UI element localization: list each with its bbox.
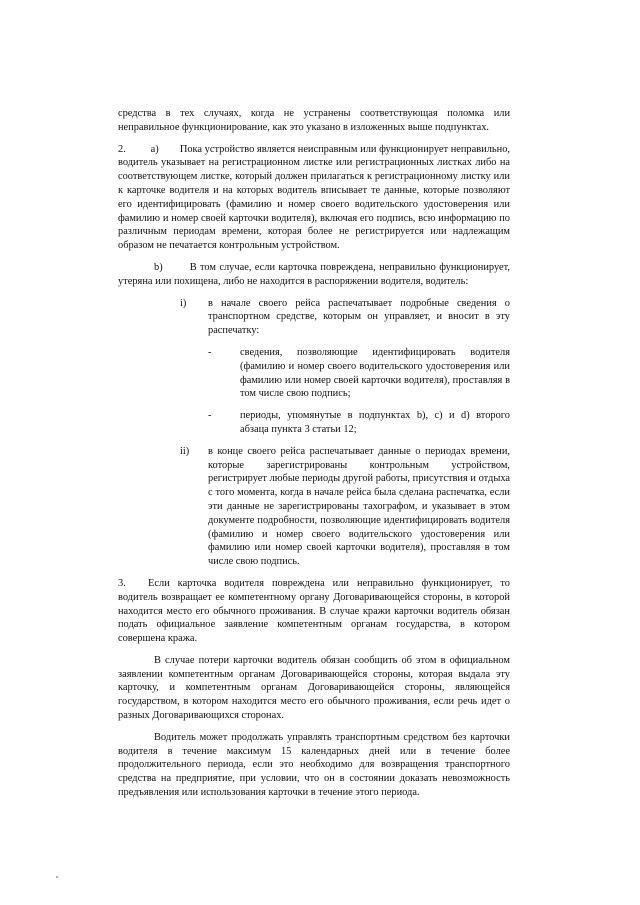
paragraph-3-text: Если карточка водителя повреждена или неправильно функционирует, то водитель возвращает ее компетентному органу Договаривающейся стороны, в которой находится место его обычного проживания. В случае кражи карточки водитель обязан подать официальное заявление компетентным органам государства, в котором совершена кража. [118,577,510,645]
paragraph-number: 2. [118,143,126,155]
dash-item-1 [208,346,510,401]
paragraph-label: b) [154,261,163,273]
paragraph-2b [118,261,510,289]
scan-speck [56,876,58,878]
paragraph-5: Водитель может продолжать управлять транспортным средством без карточки водителя в течение максимум 15 календарных дней или в течение более продолжительного периода, если это необходимо для возвращения транспортного средства на предприятие, при условии, что он в состоянии доказать невозможность предъявления или использования карточки в течение этого периода. [118,731,510,799]
list-item-ii [180,445,510,569]
paragraph-2b-text: В том случае, если карточка повреждена, неправильно функционирует, утеряна или похищена, либо не находится в распоряжении водителя, водитель: [118,261,510,287]
paragraph-label: a) [150,143,159,155]
dash-item-text: периоды, упомянутые в подпунктах b), c) и d) второго абзаца пункта 3 статьи 12; [240,410,510,435]
dash-mark: - [208,346,212,358]
dash-mark: - [208,410,212,422]
paragraph-3 [118,577,510,646]
paragraph-4: В случае потери карточки водитель обязан сообщить об этом в официальном заявлении компетентным органам Договаривающейся стороны, которая выдала эту карточку, и компетентным органам Договаривающейся стороны, являющейся государством, в котором находится место его обычного проживания, если речь идет о разных Договаривающихся сторонах. [118,654,510,722]
list-item-text: в конце своего рейса распечатывает данные о периодах времени, которые зарегистрированы контрольным устройством, регистрирует любые периоды другой работы, присутствия и отдыха с того момента, когда в начале рейса была сделана распечатка, если эти данные не зарегистрированы тахографом, и указывает в этом документе подробности, позволяющие идентифицировать водителя (фамилию и номер своего водительского удостоверения или фамилию или номер своей карточки водителя), проставляя в том числе свою подпись. [208,445,510,568]
list-item-text: в начале своего рейса распечатывает подробные сведения о транспортном средстве, которым он управляет, и вносит в эту распечатку: [208,297,510,337]
paragraph-2a [118,143,510,253]
list-item-i [180,297,510,338]
dash-item-text: сведения, позволяющие идентифицировать водителя (фамилию и номер своего водительского удостоверения или фамилию или номер своей карточки водителя), проставляя в том числе свою подпись; [240,346,510,400]
paragraph-number: 3. [118,577,126,589]
paragraph-intro: средства в тех случаях, когда не устранены соответствующая поломка или неправильное функционирование, как это указано в изложенных выше подпунктах. [118,108,510,133]
paragraph-2a-text: Пока устройство является неисправным или функционирует неправильно, водитель указывает на регистрационном листке или регистрационных листках либо на соответствующем листке, который должен прилагаться к регистрационному листку или к карточке водителя и на которых водитель вписывает те данные, которые позволяют его идентифицировать (фамилию и номер своего водительского удостоверения или фамилию и номер своей карточки водителя), включая его подпись, всю информацию по различным периодам времени, которая более не регистрируется или надлежащим образом не печатается контрольным устройством. [118,143,510,252]
list-item-label: ii) [180,445,190,457]
dash-item-2 [208,409,510,437]
list-item-label: i) [180,297,187,309]
document-body [118,107,510,800]
